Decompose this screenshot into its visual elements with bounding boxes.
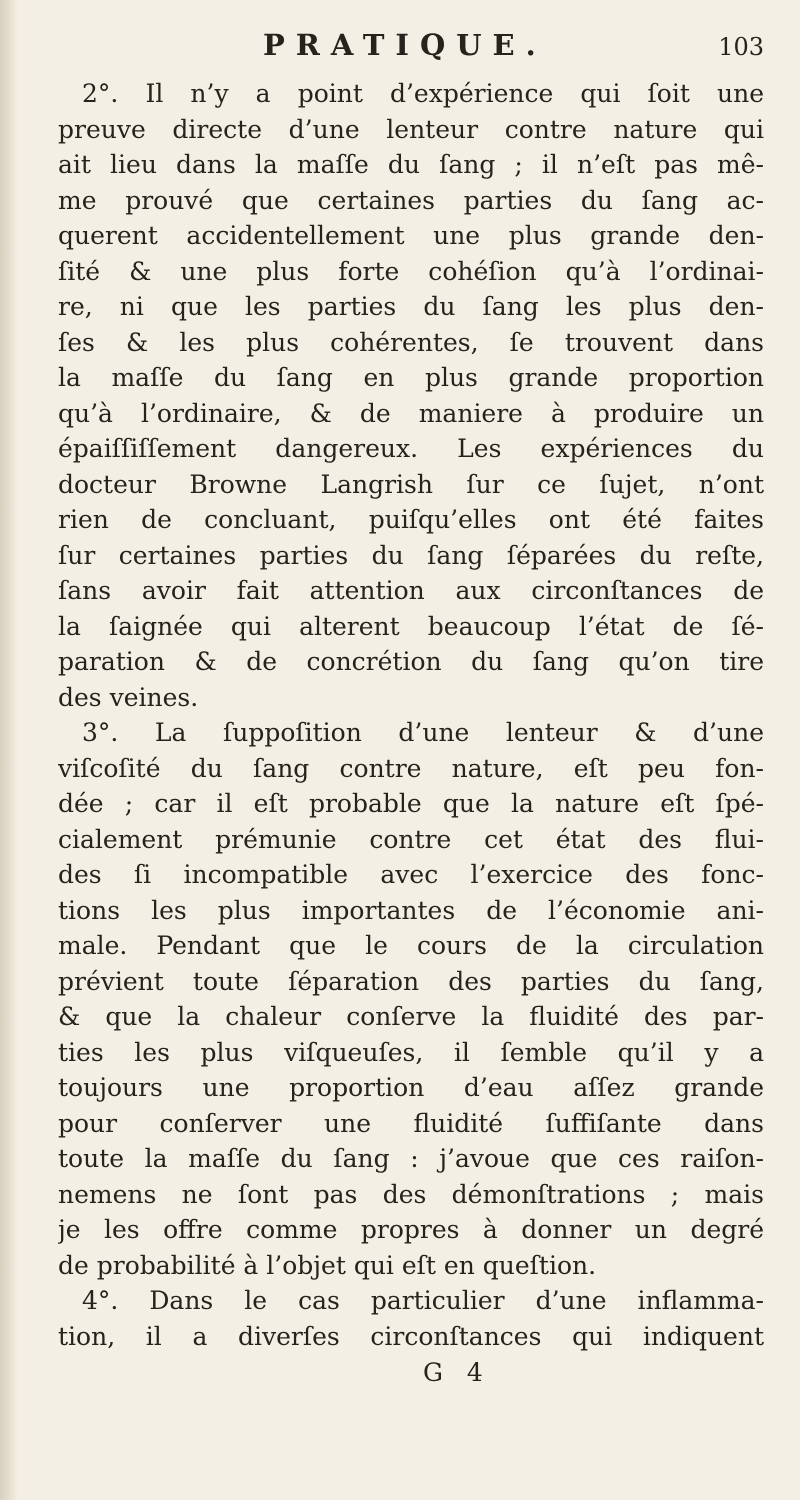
page-number: 103	[718, 33, 764, 61]
text-line-18: des veines.	[58, 682, 199, 712]
text-line-28: ties les plus viſqueuſes, il ſemble qu’il y a	[58, 1037, 764, 1067]
text-line-25: male. Pendant que le cours de la circulation	[58, 931, 764, 960]
text-line-32: nemens ne ſont pas des démonſtrations ; mais	[58, 1179, 764, 1209]
signature-mark: G 4	[423, 1358, 491, 1387]
text-line-14: ſur certaines parties du ſang ſéparées du reſte,	[58, 540, 764, 570]
text-line-31: toute la maſſe du ſang : j’avoue que ces raiſon-	[58, 1144, 764, 1173]
text-line-4: me prouvé que certaines parties du ſang ac-	[58, 185, 764, 215]
binding-shadow	[0, 0, 18, 1500]
text-line-11: épaiſſiſſement dangereux. Les expériences du	[58, 434, 764, 463]
text-line-2: preuve directe d’une lenteur contre nature qui	[58, 114, 764, 144]
text-line-13: rien de concluant, puiſqu’elles ont été faites	[58, 505, 764, 534]
text-line-29: toujours une proportion d’eau aſſez grande	[58, 1073, 764, 1102]
running-head	[58, 28, 764, 68]
text-line-17: paration & de concrétion du ſang qu’on tire	[58, 647, 764, 676]
text-line-36: tion, il a diverſes circonſtances qui indiquent	[58, 1321, 764, 1351]
running-title: PRATIQUE.	[263, 28, 547, 62]
text-line-19: 3°. La ſuppoſition d’une lenteur & d’une	[82, 718, 764, 747]
text-line-35: 4°. Dans le cas particulier d’une inflamma-	[82, 1286, 764, 1315]
text-line-10: qu’à l’ordinaire, & de maniere à produire un	[58, 398, 764, 428]
text-line-1: 2°. Il n’y a point d’expérience qui ſoit une	[82, 79, 764, 108]
body-text	[58, 76, 764, 1354]
text-line-33: je les offre comme propres à donner un degré	[58, 1215, 764, 1244]
text-line-22: cialement prémunie contre cet état des flui-	[58, 824, 764, 854]
text-line-8: ſes & les plus cohérentes, ſe trouvent dans	[58, 327, 764, 357]
text-line-12: docteur Browne Langrish ſur ce ſujet, n’ont	[58, 469, 764, 499]
text-line-30: pour conſerver une fluidité ſuffiſante dans	[58, 1108, 764, 1138]
page-footer	[58, 1358, 764, 1392]
text-line-21: dée ; car il eſt probable que la nature eſt ſpé-	[58, 789, 764, 818]
text-line-6: ſité & une plus forte cohéſion qu’à l’ordinai-	[58, 256, 764, 286]
text-line-3: ait lieu dans la maſſe du ſang ; il n’eſt pas mê-	[58, 150, 764, 179]
text-line-20: viſcoſité du ſang contre nature, eſt peu fon-	[58, 753, 764, 783]
text-line-9: la maſſe du ſang en plus grande proportion	[58, 363, 764, 392]
text-line-5: querent accidentellement une plus grande den-	[58, 221, 764, 250]
text-line-7: re, ni que les parties du ſang les plus den-	[58, 292, 764, 321]
text-line-15: ſans avoir fait attention aux circonſtances de	[58, 576, 764, 605]
text-line-23: des ſi incompatible avec l’exercice des fonc-	[58, 860, 764, 889]
text-line-24: tions les plus importantes de l’économie ani-	[58, 895, 764, 925]
text-line-27: & que la chaleur conſerve la fluidité des par-	[58, 1002, 764, 1031]
text-line-26: prévient toute ſéparation des parties du ſang,	[58, 966, 764, 996]
text-line-16: la ſaignée qui alterent beaucoup l’état de ſé-	[58, 611, 764, 641]
text-line-34: de probabilité à l’objet qui eſt en queſtion.	[58, 1250, 597, 1280]
